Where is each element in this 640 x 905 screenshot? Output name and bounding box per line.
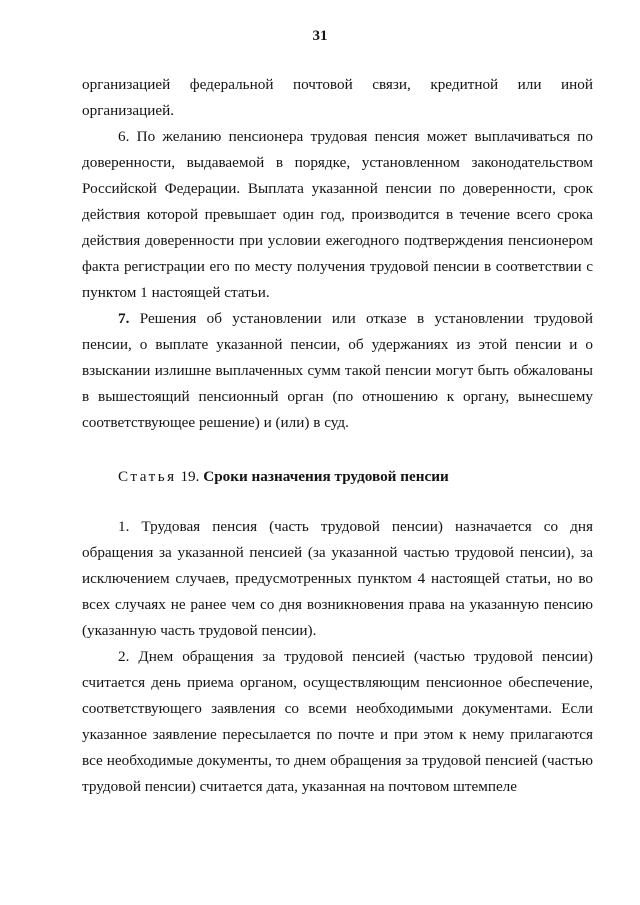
article-heading <box>82 464 593 490</box>
article-label: Статья <box>118 468 177 485</box>
page-number: 31 <box>312 28 328 44</box>
paragraph-continuation: организацией федеральной почтовой связи, кредитной или иной организацией. <box>82 76 593 119</box>
item-7-text: Решения об установлении или отказе в установлении трудовой пенсии, о выплате указанной пенсии, об удержаниях из этой пенсии и о взыскании излишне выплаченных сумм такой пенсии могут быть обжалованы в вышестоящий пенсионный орган (по отношению к органу, вынесшему соответствующее решение) и (или) в суд. <box>82 310 593 431</box>
paragraph-item-7 <box>82 306 593 436</box>
paragraph-item-6: 6. По желанию пенсионера трудовая пенсия может выплачиваться по доверенности, выдаваемой в порядке, установленном законодательством Российской Федерации. Выплата указанной пенсии по доверенности, срок действия которой превышает один год, производится в течение всего срока действия доверенности при условии ежегодного подтверждения пенсионером факта регистрации его по месту получения трудовой пенсии в соответствии с пунктом 1 настоящей статьи. <box>82 128 593 301</box>
paragraph-article19-item-2: 2. Днем обращения за трудовой пенсией (частью трудовой пенсии) считается день приема органом, осуществляющим пенсионное обеспечение, соответствующего заявления со всеми необходимыми документами. Если указанное заявление пересылается по почте и при этом к нему прилагаются все необходимые документы, то днем обращения за трудовой пенсией (частью трудовой пенсии) считается дата, указанная на почтовом штемпеле <box>82 648 593 795</box>
document-body <box>82 72 593 800</box>
item-7-number: 7. <box>118 310 130 327</box>
article-number: 19. <box>176 468 200 485</box>
article-title: Сроки назначения трудовой пенсии <box>199 468 449 485</box>
paragraph-article19-item-1: 1. Трудовая пенсия (часть трудовой пенсии) назначается со дня обращения за указанной пенсией (за указанной частью трудовой пенсии), за исключением случаев, предусмотренных пунктом 4 настоящей статьи, но во всех случаях не ранее чем со дня возникновения права на указанную пенсию (указанную часть трудовой пенсии). <box>82 518 593 639</box>
